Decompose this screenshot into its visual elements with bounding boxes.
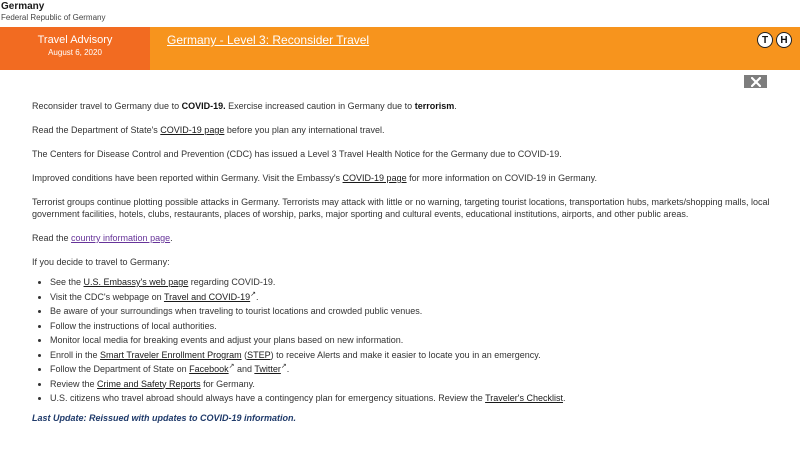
advisory-banner xyxy=(0,27,800,70)
advisory-level-box xyxy=(0,27,150,70)
health-indicator-badge[interactable]: H xyxy=(776,32,792,48)
list-item: • Follow the instructions of local authorities. xyxy=(50,320,782,332)
cdc-notice-paragraph: The Centers for Disease Control and Prevention (CDC) has issued a Level 3 Travel Health Notice for the Germany due to COVID-19. xyxy=(32,149,562,159)
list-item: • See the U.S. Embassy's web page regarding COVID-19. xyxy=(50,276,782,288)
advisory-title: Travel Advisory xyxy=(37,34,113,46)
page-header xyxy=(0,0,800,27)
advisory-level-link[interactable]: Germany - Level 3: Reconsider Travel xyxy=(167,33,370,47)
country-name: Germany xyxy=(1,1,45,12)
travel-intro-paragraph: If you decide to travel to Germany: xyxy=(32,257,170,267)
twitter-link[interactable]: Twitter xyxy=(254,364,281,374)
last-update-note: Last Update: Reissued with updates to COVID-19 information. xyxy=(32,413,297,423)
list-item: • Enroll in the Smart Traveler Enrollment Program (STEP) to receive Alerts and make it easier to locate you in an emergency. xyxy=(50,349,782,361)
risk-indicator-badges xyxy=(757,32,792,48)
us-embassy-web-page-link[interactable]: U.S. Embassy's web page xyxy=(83,277,189,287)
list-item: • Visit the CDC's webpage on Travel and COVID-19↗. xyxy=(50,291,782,303)
smart-traveler-program-link[interactable]: Smart Traveler Enrollment Program xyxy=(100,349,242,360)
embassy-covid-paragraph: Improved conditions have been reported within Germany. Visit the Embassy's COVID-19 page for more information on COVID-19 in Germany. xyxy=(32,173,597,183)
list-item: • Monitor local media for breaking events and adjust your plans based on new information. xyxy=(50,334,782,346)
advisory-date: August 6, 2020 xyxy=(48,48,102,57)
country-info-paragraph: Read the country information page. xyxy=(32,233,173,243)
terrorism-indicator-badge[interactable]: T xyxy=(757,32,773,48)
close-button[interactable] xyxy=(744,75,767,88)
list-item: • U.S. citizens who travel abroad should always have a contingency plan for emergency situations. Review the Traveler's Checklist. xyxy=(50,392,782,404)
list-item: • Review the Crime and Safety Reports for Germany. xyxy=(50,378,782,390)
travel-recommendations-list xyxy=(32,276,782,404)
covid-emphasis: COVID-19. xyxy=(181,101,226,111)
terrorism-paragraph: Terrorist groups continue plotting possible attacks in Germany. Terrorists may attack with little or no warning, targeting tourist locations, transportation hubs, markets/shopping malls, local government facilities, hotels, clubs, restaurants, places of worship, parks, major sporting and cultural events, educational institutions, airports, and other public areas. xyxy=(32,197,770,219)
embassy-covid-page-link[interactable]: COVID-19 page xyxy=(342,173,407,183)
summary-paragraph: Reconsider travel to Germany due to COVID-19. Exercise increased caution in Germany due to terrorism. xyxy=(32,101,457,111)
advisory-content xyxy=(32,100,782,424)
external-link-icon: ↗ xyxy=(250,290,257,298)
country-information-link[interactable]: country information page xyxy=(71,233,171,243)
terrorism-emphasis: terrorism xyxy=(414,101,455,111)
close-icon xyxy=(751,77,761,87)
external-link-icon: ↗ xyxy=(280,363,287,370)
crime-safety-reports-link[interactable]: Crime and Safety Reports xyxy=(97,378,201,389)
external-link-icon: ↗ xyxy=(228,363,235,370)
travelers-checklist-link[interactable]: Traveler's Checklist xyxy=(485,393,563,403)
state-covid-page-link[interactable]: COVID-19 page xyxy=(160,125,225,135)
list-item: • Follow the Department of State on Facebook↗ and Twitter↗. xyxy=(50,363,782,375)
facebook-link[interactable]: Facebook xyxy=(189,364,229,374)
list-item: • Be aware of your surroundings when traveling to tourist locations and crowded public venues. xyxy=(50,305,782,317)
state-dept-covid-paragraph: Read the Department of State's COVID-19 page before you plan any international travel. xyxy=(32,125,385,135)
cdc-travel-covid-link[interactable]: Travel and COVID-19 xyxy=(163,291,251,302)
country-full-name: Federal Republic of Germany xyxy=(1,13,106,22)
step-link[interactable]: STEP xyxy=(247,349,271,360)
